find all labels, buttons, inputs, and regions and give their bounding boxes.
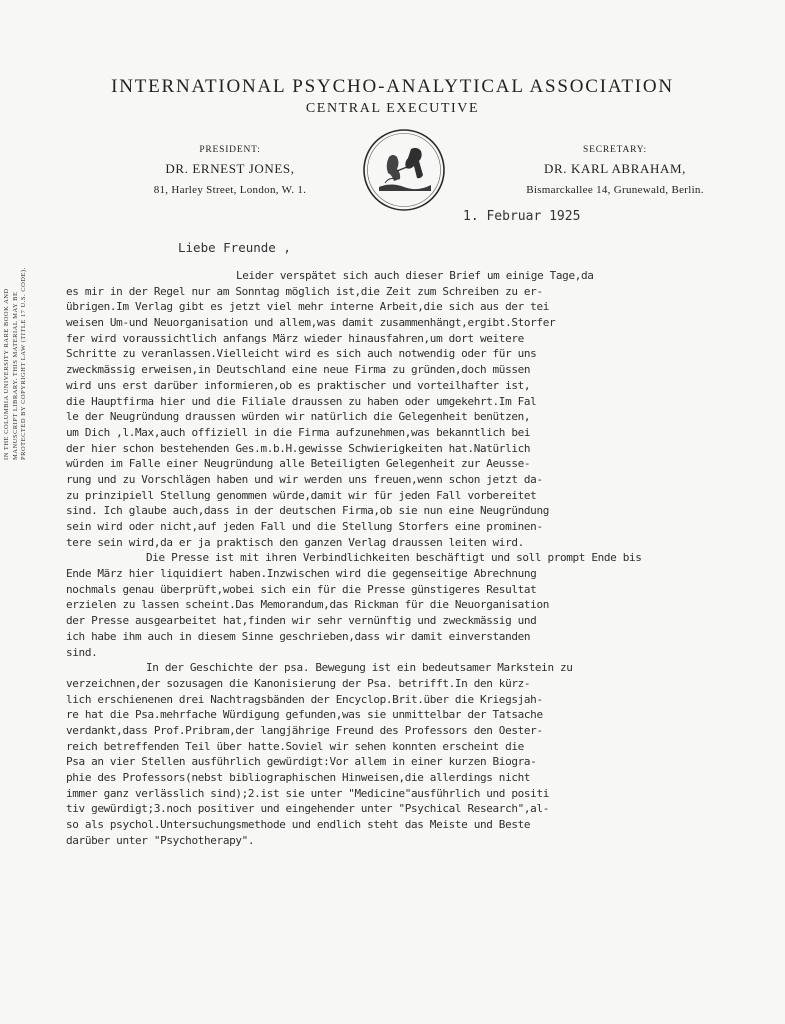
letter-line: rung und zu Vorschlägen haben und wir werden uns freuen,wenn schon jetzt da- — [66, 472, 543, 486]
letter-line: übrigen.Im Verlag gibt es jetzt viel mehr interne Arbeit,die sich aus der tei — [66, 300, 549, 314]
letter-line: In der Geschichte der psa. Bewegung ist ein bedeutsamer Markstein zu — [146, 661, 573, 675]
letter-line: zweckmässig erweisen,in Deutschland eine neue Firma zu gründen,doch müssen — [66, 363, 531, 377]
letter-line: darüber unter "Psychotherapy". — [66, 833, 255, 847]
letter-line: nochmals genau überprüft,wobei sich ein für die Presse günstigeres Resultat — [66, 582, 537, 596]
letter-date: 1. Februar 1925 — [463, 209, 581, 224]
letter-line: zu prinzipiell Stellung genommen würde,damit wir für jeden Fall vorbereitet — [66, 488, 537, 502]
letter-line: Schritte zu veranlassen.Vielleicht wird es sich auch notwendig oder für uns — [66, 347, 537, 361]
president-role: PRESIDENT: — [199, 145, 261, 155]
association-subtitle: CENTRAL EXECUTIVE — [305, 101, 480, 116]
letter-line: phie des Professors(nebst bibliographischen Hinweisen,die allerdings nicht — [66, 771, 531, 784]
letter-line: sind. — [66, 645, 98, 659]
letter-line: so als psychol.Untersuchungsmethode und endlich steht das Meiste und Beste — [66, 818, 531, 832]
letter-body — [66, 268, 776, 848]
secretary-role: SECRETARY: — [583, 145, 647, 155]
president-block — [110, 145, 350, 196]
letter-line: der Presse ausgearbeitet hat,finden wir sehr vernünftig und zweckmässig und — [66, 614, 537, 628]
letter-line: tere sein wird,da er ja praktisch den ganzen Verlag draussen leiten wird. — [66, 535, 524, 549]
letter-line: sein wird oder nicht,auf jeden Fall und die Stellung Storfers eine prominen- — [66, 520, 543, 533]
letter-line: wird uns erst darüber informieren,ob es praktischer und vorteilhafter ist, — [66, 378, 531, 392]
association-title: INTERNATIONAL PSYCHO-ANALYTICAL ASSOCIATION — [111, 76, 674, 97]
paragraph-3 — [66, 660, 776, 848]
letter-line: die Hauptfirma hier und die Filiale draussen zu haben oder umgekehrt.Im Fal — [66, 394, 537, 408]
secretary-address: Bismarckallee 14, Grunewald, Berlin. — [526, 184, 704, 196]
letter-line: Psa an vier Stellen ausführlich gewürdigt:Vor allem in einer kurzen Biogra- — [66, 755, 537, 769]
letter-line: le der Neugründung draussen würden wir natürlich die Gelegenheit benützen, — [66, 410, 531, 424]
letter-line: würden im Falle einer Neugründung alle Beteiligten Gelegenheit zur Aeusse- — [66, 457, 531, 471]
letter-line: Ende März hier liquidiert haben.Inzwischen wird die gegenseitige Abrechnung — [66, 567, 537, 581]
letter-line: reich betreffenden Teil über hatte.Soviel wir sehen konnten erscheint die — [66, 739, 524, 753]
letter-line: ich habe ihm auch in diesem Sinne geschrieben,dass wir damit einverstanden — [66, 629, 531, 643]
salutation: Liebe Freunde , — [178, 240, 291, 255]
letter-line: der hier schon bestehenden Ges.m.b.H.gewisse Schwierigkeiten hat.Natürlich — [66, 441, 531, 455]
paragraph-2 — [66, 550, 776, 660]
letter-line: erzielen zu lassen scheint.Das Memorandum,das Rickman für die Neuorganisation — [66, 598, 549, 612]
letter-line: weisen Um-und Neuorganisation und allem,was damit zusammenhängt,ergibt.Storfer — [66, 316, 556, 330]
secretary-block — [500, 145, 730, 196]
letter-line: immer ganz verlässlich sind);2.ist sie unter "Medicine"ausführlich und positi — [66, 786, 549, 800]
letter-line: tiv gewürdigt;3.noch positiver und eingehender unter "Psychical Research",al- — [66, 802, 549, 816]
letter-line: verzeichnen,der sozusagen die Kanonisierung der Psa. betrifft.In den kürz- — [66, 676, 531, 690]
letter-line: re hat die Psa.mehrfache Würdigung gefunden,was sie unmittelbar der Tatsache — [66, 708, 543, 722]
letter-line: um Dich ,l.Max,auch offiziell in die Firma aufzunehmen,was bekanntlich bei — [66, 425, 531, 439]
president-name: DR. ERNEST JONES, — [165, 161, 295, 176]
association-seal-icon — [361, 127, 447, 213]
letter-line: es mir in der Regel nur am Sonntag möglich ist,die Zeit zum Schreiben zu er- — [66, 284, 543, 298]
letter-line: lich erschienenen drei Nachtragsbänden der Encyclop.Brit.über die Kriegsjah- — [66, 692, 543, 706]
letter-line: Leider verspätet sich auch dieser Brief um einige Tage,da — [236, 269, 594, 282]
letter-line: sind. Ich glaube auch,dass in der deutschen Firma,ob sie nun eine Neugründung — [66, 504, 549, 518]
president-address: 81, Harley Street, London, W. 1. — [153, 184, 307, 196]
paragraph-1 — [66, 268, 776, 550]
letter-line: fer wird voraussichtlich anfangs März wieder hinausfahren,um dort weitere — [66, 331, 524, 345]
secretary-name: DR. KARL ABRAHAM, — [544, 161, 686, 176]
letter-line: verdankt,dass Prof.Pribram,der langjährige Freund des Professors den Oester- — [66, 723, 543, 737]
letter-line: Die Presse ist mit ihren Verbindlichkeiten beschäftigt und soll prompt Ende bis — [146, 551, 642, 565]
copyright-margin-note: IN THE COLUMBIA UNIVERSITY RARE BOOK AND MANUSCRIPT LIBRARY. THIS MATERIAL MAY BE PROTECTED BY COPYRIGHT LAW (TITLE 17 U.S. CODE). — [3, 267, 27, 460]
